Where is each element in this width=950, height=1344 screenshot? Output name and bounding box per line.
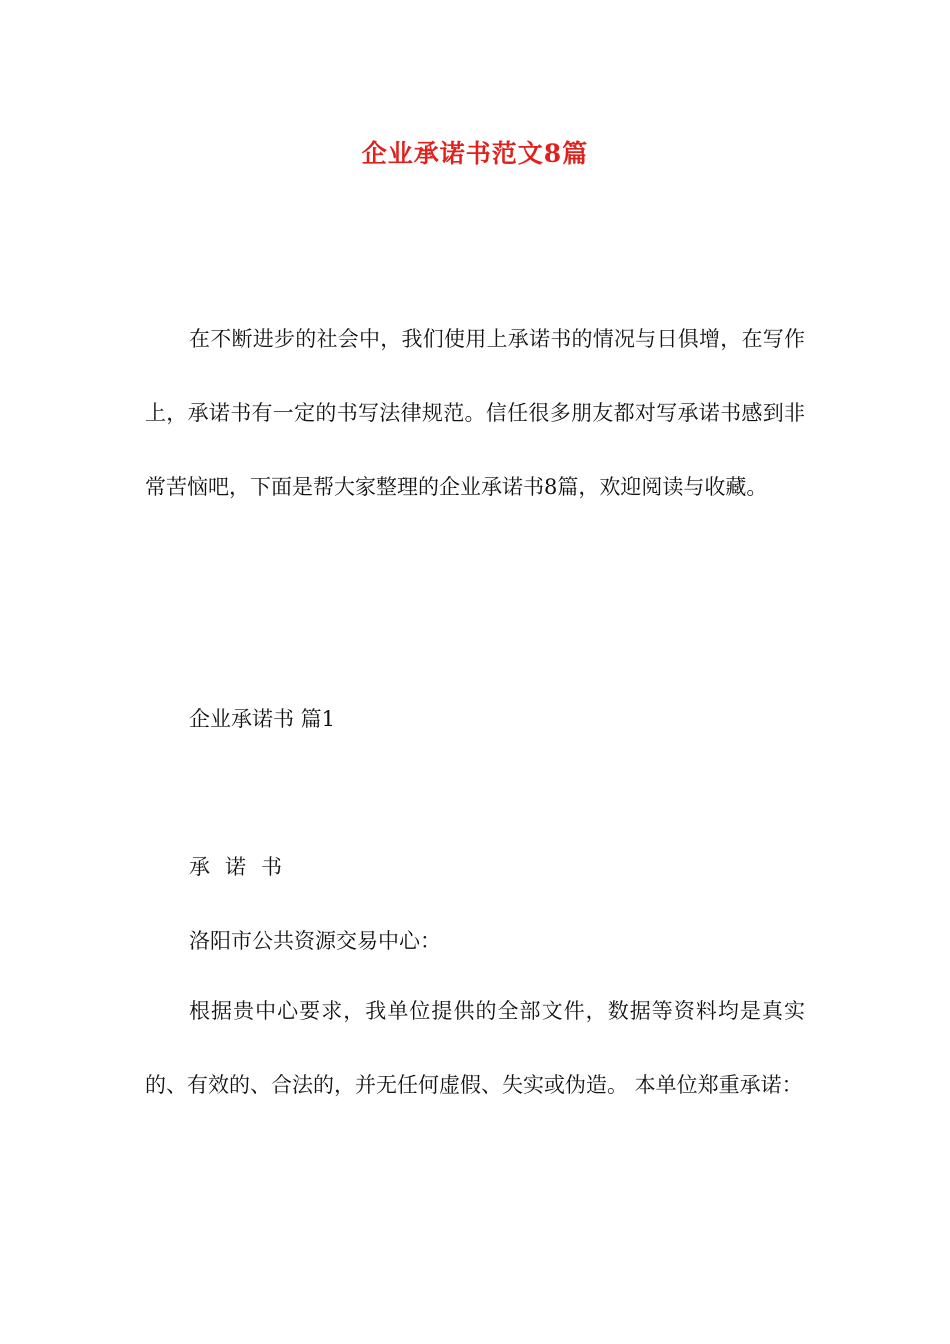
addressee-line: 洛阳市公共资源交易中心：: [189, 929, 441, 953]
letter-heading: 承诺书: [189, 855, 297, 879]
document-title: 企业承诺书范文8篇: [361, 139, 589, 168]
body-paragraph: 根据贵中心要求，我单位提供的全部文件，数据等资料均是真实的、有效的、合法的，并无任何虚假、失实或伪造。 本单位郑重承诺：: [145, 999, 805, 1097]
section-heading: 企业承诺书 篇1: [189, 707, 336, 731]
intro-paragraph: 在不断进步的社会中，我们使用上承诺书的情况与日俱增，在写作上，承诺书有一定的书写法律规范。信任很多朋友都对写承诺书感到非常苦恼吧，下面是帮大家整理的企业承诺书8篇，欢迎阅读与收藏。: [145, 327, 805, 499]
